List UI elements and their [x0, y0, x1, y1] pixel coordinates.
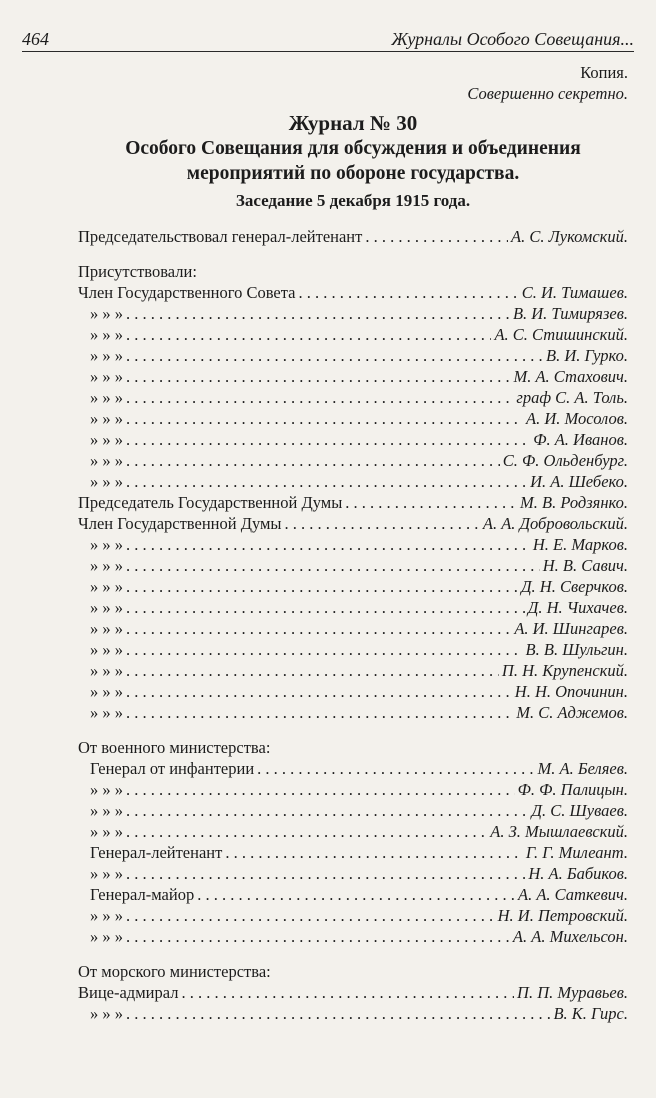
running-title: Журналы Особого Совещания...	[391, 29, 634, 49]
leader-dots	[126, 576, 518, 597]
participant-name: В. К. Гирс.	[553, 1004, 628, 1023]
leader-dots	[298, 282, 518, 303]
participant-name: А. З. Мышлаевский.	[490, 822, 628, 841]
session-date: Заседание 5 декабря 1915 года.	[235, 191, 471, 210]
copy-mark: Копия.	[580, 63, 628, 82]
participant-name: Д. Н. Сверчков.	[521, 577, 628, 596]
participant-row	[78, 303, 628, 324]
participant-name: Д. Н. Чихачев.	[527, 598, 628, 617]
leader-dots	[126, 324, 491, 345]
leader-dots	[126, 702, 513, 723]
participant-name: М. С. Аджемов.	[516, 703, 628, 722]
leader-dots	[126, 779, 515, 800]
participant-name: С. И. Тимашев.	[521, 283, 628, 302]
participant-name: М. А. Беляев.	[537, 759, 628, 778]
participant-title: » » »	[90, 864, 123, 883]
participant-row	[78, 681, 628, 702]
participant-name: А. А. Саткевич.	[518, 885, 628, 904]
leader-dots	[126, 534, 530, 555]
present-heading: Присутствовали:	[78, 262, 197, 281]
participant-row	[78, 905, 628, 926]
participant-name: В. И. Тимирязев.	[512, 304, 628, 323]
participant-title: » » »	[90, 703, 123, 722]
participant-name: Ф. Ф. Палицын.	[517, 780, 628, 799]
participant-row	[78, 800, 628, 821]
document-body	[78, 62, 628, 1024]
participant-row	[78, 842, 628, 863]
leader-dots	[197, 884, 515, 905]
leader-dots	[126, 800, 529, 821]
leader-dots	[126, 345, 543, 366]
leader-dots	[126, 863, 525, 884]
participant-row	[78, 387, 628, 408]
participant-name: В. В. Шульгин.	[525, 640, 628, 659]
participant-title: » » »	[90, 325, 123, 344]
participant-row	[78, 926, 628, 947]
participant-title: » » »	[90, 388, 123, 407]
participant-row	[78, 758, 628, 779]
journal-title: Журнал № 30	[288, 111, 418, 135]
chair-name: А. С. Лукомский.	[511, 227, 628, 246]
state-council-list	[78, 282, 628, 492]
participant-name: А. И. Шингарев.	[514, 619, 628, 638]
participant-title: » » »	[90, 927, 123, 946]
leader-dots	[126, 1003, 550, 1024]
participant-row	[78, 408, 628, 429]
title-line-2: мероприятий по обороне государства.	[186, 163, 520, 184]
participant-row	[78, 863, 628, 884]
participant-row	[78, 534, 628, 555]
participant-title: » » »	[90, 409, 123, 428]
participant-title: Член Государственной Думы	[78, 514, 282, 533]
participant-title: » » »	[90, 801, 123, 820]
participant-title: » » »	[90, 451, 123, 470]
participant-row	[78, 702, 628, 723]
participant-title: » » »	[90, 640, 123, 659]
participant-row	[78, 779, 628, 800]
leader-dots	[365, 226, 508, 247]
participant-row	[78, 366, 628, 387]
chair-label: Председательствовал генерал-лейтенант	[78, 227, 363, 246]
participant-name: Н. Е. Марков.	[532, 535, 628, 554]
participant-row	[78, 597, 628, 618]
participant-row	[78, 513, 628, 534]
participant-name: С. Ф. Ольденбург.	[502, 451, 628, 470]
participant-title: » » »	[90, 556, 123, 575]
header-rule	[22, 51, 634, 52]
participant-name: А. И. Мосолов.	[526, 409, 628, 428]
participant-row	[78, 345, 628, 366]
participant-title: Генерал-лейтенант	[90, 843, 223, 862]
leader-dots	[126, 660, 499, 681]
page-number: 464	[22, 29, 49, 49]
running-head	[22, 24, 634, 50]
leader-dots	[126, 429, 530, 450]
war-ministry-list	[78, 758, 628, 947]
participant-name: Н. В. Савич.	[542, 556, 628, 575]
participant-title: » » »	[90, 367, 123, 386]
leader-dots	[126, 303, 510, 324]
leader-dots	[126, 387, 513, 408]
war-ministry-heading: От военного министерства:	[78, 738, 271, 757]
leader-dots	[225, 842, 522, 863]
participant-title: » » »	[90, 535, 123, 554]
participant-name: граф С. А. Толь.	[516, 388, 628, 407]
participant-name: Д. С. Шуваев.	[531, 801, 628, 820]
participant-row	[78, 982, 628, 1003]
participant-row	[78, 660, 628, 681]
participant-title: » » »	[90, 682, 123, 701]
participant-title: » » »	[90, 577, 123, 596]
participant-row	[78, 429, 628, 450]
participant-title: » » »	[90, 598, 123, 617]
participant-title: » » »	[90, 1004, 123, 1023]
leader-dots	[126, 926, 510, 947]
leader-dots	[126, 597, 525, 618]
leader-dots	[126, 408, 523, 429]
participant-title: » » »	[90, 472, 123, 491]
participant-title: Генерал-майор	[90, 885, 195, 904]
chair-row	[78, 226, 628, 247]
participant-name: М. В. Родзянко.	[520, 493, 628, 512]
participant-name: Г. Г. Милеант.	[525, 843, 628, 862]
participant-row	[78, 821, 628, 842]
leader-dots	[345, 492, 517, 513]
participant-name: Н. И. Петровский.	[497, 906, 628, 925]
participant-title: Вице-адмирал	[78, 983, 179, 1002]
participant-title: Председатель Государственной Думы	[78, 493, 343, 512]
leader-dots	[257, 758, 534, 779]
participant-name: Н. А. Бабиков.	[528, 864, 628, 883]
participant-name: П. П. Муравьев.	[517, 983, 628, 1002]
participant-row	[78, 492, 628, 513]
leader-dots	[126, 821, 487, 842]
leader-dots	[181, 982, 514, 1003]
participant-title: » » »	[90, 661, 123, 680]
participant-row	[78, 450, 628, 471]
secrecy-mark: Совершенно секретно.	[467, 84, 628, 103]
navy-ministry-list	[78, 982, 628, 1024]
participant-name: М. А. Стахович.	[513, 367, 628, 386]
participant-title: » » »	[90, 619, 123, 638]
participant-name: Ф. А. Иванов.	[533, 430, 628, 449]
title-line-1: Особого Совещания для обсуждения и объединения	[125, 138, 581, 159]
leader-dots	[126, 639, 523, 660]
leader-dots	[126, 555, 540, 576]
participant-row	[78, 618, 628, 639]
participant-row	[78, 282, 628, 303]
participant-title: » » »	[90, 304, 123, 323]
participant-title: Генерал от инфантерии	[90, 759, 255, 778]
participant-name: П. Н. Крупенский.	[501, 661, 628, 680]
duma-list	[78, 492, 628, 723]
leader-dots	[126, 618, 511, 639]
leader-dots	[126, 681, 512, 702]
participant-row	[78, 884, 628, 905]
participant-name: А. С. Стишинский.	[494, 325, 628, 344]
participant-title: » » »	[90, 430, 123, 449]
leader-dots	[126, 366, 510, 387]
leader-dots	[285, 513, 480, 534]
participant-row	[78, 324, 628, 345]
participant-name: А. А. Добровольский.	[482, 514, 628, 533]
participant-name: И. А. Шебеко.	[530, 472, 628, 491]
leader-dots	[126, 471, 527, 492]
participant-title: » » »	[90, 906, 123, 925]
participant-name: А. А. Михельсон.	[512, 927, 628, 946]
participant-title: » » »	[90, 822, 123, 841]
participant-title: Член Государственного Совета	[78, 283, 296, 302]
participant-row	[78, 555, 628, 576]
navy-ministry-heading: От морского министерства:	[78, 962, 271, 981]
participant-name: В. И. Гурко.	[546, 346, 628, 365]
leader-dots	[126, 450, 500, 471]
participant-row	[78, 1003, 628, 1024]
participant-row	[78, 471, 628, 492]
leader-dots	[126, 905, 495, 926]
participant-row	[78, 639, 628, 660]
participant-title: » » »	[90, 346, 123, 365]
participant-title: » » »	[90, 780, 123, 799]
participant-name: Н. Н. Опочинин.	[514, 682, 628, 701]
participant-row	[78, 576, 628, 597]
